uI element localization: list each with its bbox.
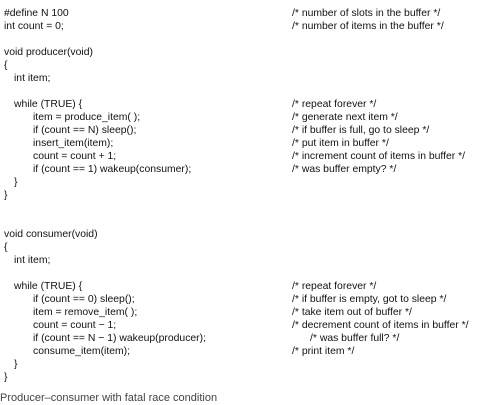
code-text: int item; — [14, 255, 51, 266]
code-text: int count = 0; — [4, 21, 64, 32]
code-text: consume_item(item); — [33, 346, 131, 357]
code-text: #define N 100 — [4, 8, 69, 19]
code-text: } — [14, 177, 18, 188]
code-text: void consumer(void) — [4, 229, 98, 240]
code-comment: /* repeat forever */ — [292, 281, 377, 292]
code-text: if (count == 0) sleep(); — [33, 294, 135, 305]
code-text: { — [4, 242, 8, 253]
code-text: count = count − 1; — [33, 320, 117, 331]
code-comment: /* number of slots in the buffer */ — [292, 8, 441, 19]
code-text: if (count == N − 1) wakeup(producer); — [33, 333, 206, 344]
code-comment: /* put item in buffer */ — [292, 138, 389, 149]
code-line — [0, 332, 479, 345]
code-line — [0, 345, 479, 358]
code-text: while (TRUE) { — [14, 99, 83, 110]
code-line — [0, 189, 479, 202]
code-line — [0, 7, 479, 20]
code-line — [0, 176, 479, 189]
code-line — [0, 228, 479, 241]
code-text: if (count == N) sleep(); — [33, 125, 137, 136]
code-comment: /* increment count of items in buffer */ — [292, 151, 466, 162]
code-line — [0, 241, 479, 254]
code-text: } — [4, 372, 8, 383]
code-line — [0, 59, 479, 72]
code-comment: /* was buffer full? */ — [310, 333, 400, 344]
code-line — [0, 72, 479, 85]
code-text: while (TRUE) { — [14, 281, 83, 292]
code-line — [0, 319, 479, 332]
code-line — [0, 280, 479, 293]
code-line — [0, 163, 479, 176]
code-comment: /* was buffer empty? */ — [292, 164, 397, 175]
code-comment: /* repeat forever */ — [292, 99, 377, 110]
code-text: if (count == 1) wakeup(consumer); — [33, 164, 192, 175]
code-line — [0, 358, 479, 371]
code-line — [0, 46, 479, 59]
code-text: void producer(void) — [4, 47, 93, 58]
code-comment: /* number of items in the buffer */ — [292, 21, 444, 32]
code-text: item = remove_item( ); — [33, 307, 138, 318]
code-comment: /* print item */ — [292, 346, 355, 357]
code-comment: /* generate next item */ — [292, 112, 398, 123]
code-line — [0, 293, 479, 306]
code-comment: /* if buffer is full, go to sleep */ — [292, 125, 430, 136]
code-line — [0, 202, 479, 215]
code-line — [0, 254, 479, 267]
code-line — [0, 20, 479, 33]
code-line — [0, 306, 479, 319]
code-line — [0, 267, 479, 280]
code-text: item = produce_item( ); — [33, 112, 141, 123]
code-line — [0, 137, 479, 150]
code-text: } — [14, 359, 18, 370]
code-line — [0, 111, 479, 124]
page-title: Producer–consumer with fatal race condition — [0, 392, 218, 404]
code-text: } — [4, 190, 8, 201]
code-line — [0, 150, 479, 163]
code-text: insert_item(item); — [33, 138, 114, 149]
code-line — [0, 85, 479, 98]
code-comment: /* if buffer is empty, got to sleep */ — [292, 294, 447, 305]
code-text: int item; — [14, 73, 51, 84]
code-comment: /* take item out of buffer */ — [292, 307, 412, 318]
code-line — [0, 98, 479, 111]
code-line — [0, 124, 479, 137]
code-text: { — [4, 60, 8, 71]
code-line — [0, 371, 479, 384]
code-line — [0, 215, 479, 228]
code-text: count = count + 1; — [33, 151, 117, 162]
code-line — [0, 33, 479, 46]
code-comment: /* decrement count of items in buffer */ — [292, 320, 469, 331]
